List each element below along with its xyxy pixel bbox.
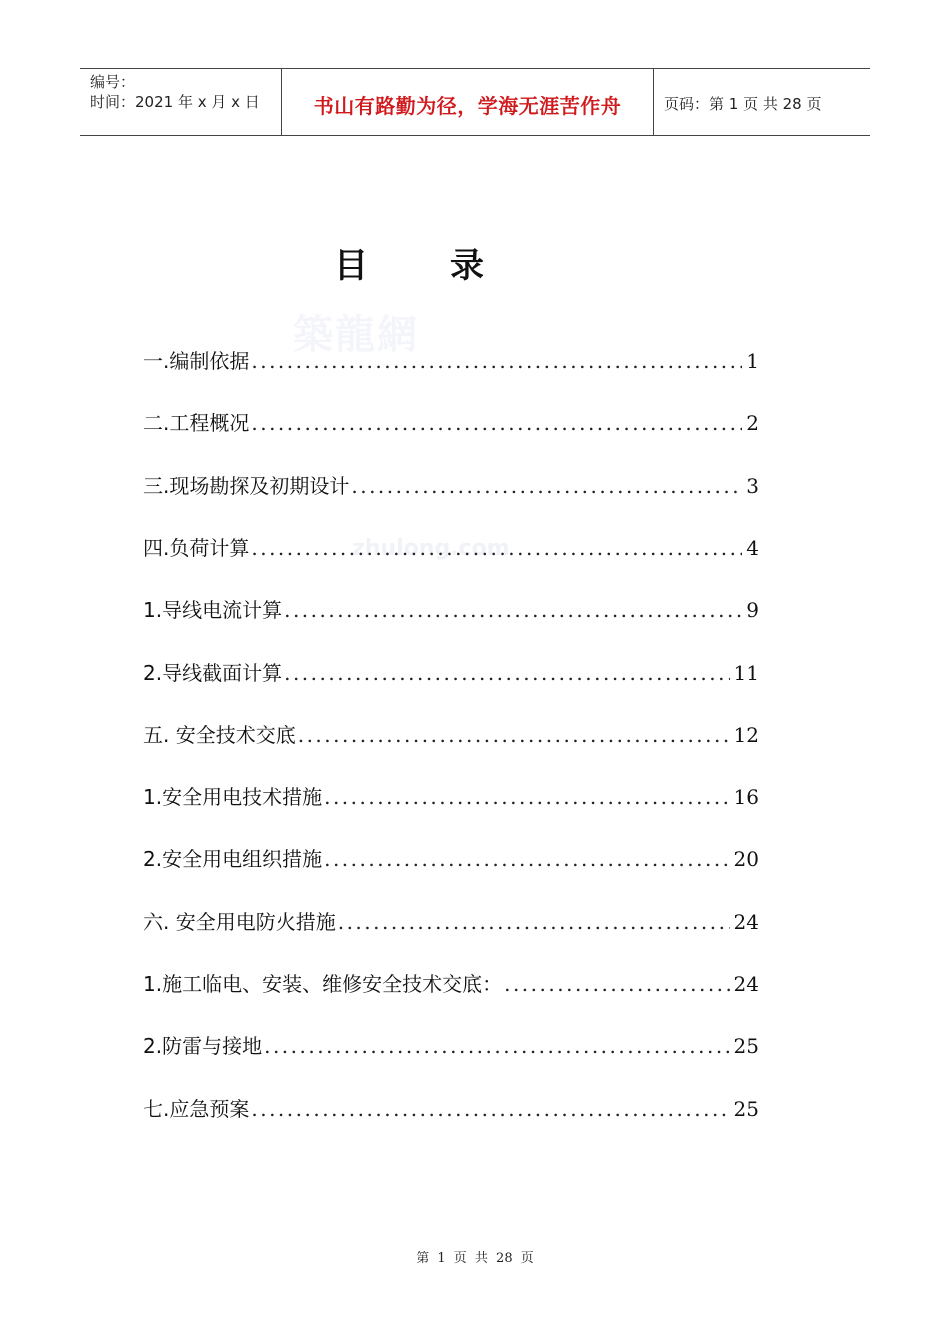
page-footer: 第 1 页 共 28 页 (416, 1251, 534, 1266)
header-divider (653, 68, 654, 135)
toc-entry-label: 1.安全用电技术措施 (143, 785, 323, 810)
toc-leader-dots (298, 723, 730, 747)
toc-entry-label: 一.编制依据 (143, 349, 250, 373)
toc-leader-dots (324, 847, 729, 871)
header-motto: 书山有路勤为径，学海无涯苦作舟 (313, 94, 622, 118)
toc-entry[interactable] (143, 781, 759, 827)
toc-entry-page: 16 (733, 785, 759, 810)
toc-entry[interactable] (143, 843, 759, 889)
toc-entry-label: 五. 安全技术交底 (143, 722, 296, 747)
document-date: 时间：2021 年 x 月 x 日 (90, 93, 260, 111)
toc-leader-dots (504, 972, 729, 996)
watermark-logo: 築龍網 (293, 311, 419, 358)
toc-entry[interactable] (143, 345, 759, 391)
toc-entry-page: 4 (746, 535, 759, 560)
toc-entry-label: 二.工程概况 (143, 411, 250, 436)
toc-entry-label: 四.负荷计算 (143, 535, 250, 560)
toc-entry[interactable] (143, 719, 759, 765)
toc-entry-label: 三.现场勘探及初期设计 (143, 473, 350, 498)
toc-entry-label: 2.安全用电组织措施 (143, 847, 323, 872)
toc-entry-label: 2.防雷与接地 (143, 1034, 263, 1059)
toc-entry-page: 9 (746, 598, 759, 623)
toc-entry-label: 1.导线电流计算 (143, 598, 283, 623)
toc-leader-dots (351, 474, 742, 498)
header-top-rule (80, 68, 870, 69)
toc-entry-label: 2.导线截面计算 (143, 660, 283, 685)
toc-entry[interactable] (143, 470, 759, 516)
toc-leader-dots (251, 536, 742, 560)
toc-leader-dots (284, 661, 729, 685)
toc-entry-label: 1.施工临电、安装、维修安全技术交底： (143, 972, 503, 996)
toc-leader-dots (284, 598, 742, 622)
toc-leader-dots (251, 349, 742, 373)
toc-title: 目录 (334, 246, 566, 286)
toc-leader-dots (338, 910, 730, 934)
header-meta (90, 72, 260, 112)
toc-entry-page: 20 (733, 847, 759, 872)
toc-entry-page: 2 (746, 411, 759, 436)
toc-entry[interactable] (143, 1030, 759, 1076)
toc-entry[interactable] (143, 532, 759, 578)
toc-leader-dots (264, 1034, 729, 1058)
toc-entry[interactable] (143, 407, 759, 453)
toc-entry-page: 3 (746, 473, 759, 498)
toc-leader-dots (251, 411, 742, 435)
toc-leader-dots (324, 785, 729, 809)
toc-entry-page: 25 (733, 1096, 759, 1121)
toc-entry-page: 1 (746, 349, 759, 373)
toc-entry-page: 25 (733, 1034, 759, 1059)
watermark-url: zhulong.com (352, 536, 510, 561)
toc-entry-page: 24 (733, 909, 759, 934)
toc-entry[interactable] (143, 968, 759, 1014)
toc-entry[interactable] (143, 594, 759, 640)
toc-entry-page: 12 (733, 722, 759, 747)
header-page-info: 页码：第 1 页 共 28 页 (664, 95, 822, 113)
toc-entry-page: 24 (733, 972, 759, 996)
toc-leader-dots (251, 1097, 729, 1121)
toc-entry-label: 七.应急预案 (143, 1096, 250, 1121)
document-number-label: 编号： (90, 73, 136, 91)
header-bottom-rule (80, 135, 870, 136)
toc-entry[interactable] (143, 657, 759, 703)
toc-entry-label: 六. 安全用电防火措施 (143, 909, 336, 934)
toc-entry[interactable] (143, 1093, 759, 1139)
toc-entry[interactable] (143, 906, 759, 952)
toc-entry-page: 11 (733, 660, 759, 685)
